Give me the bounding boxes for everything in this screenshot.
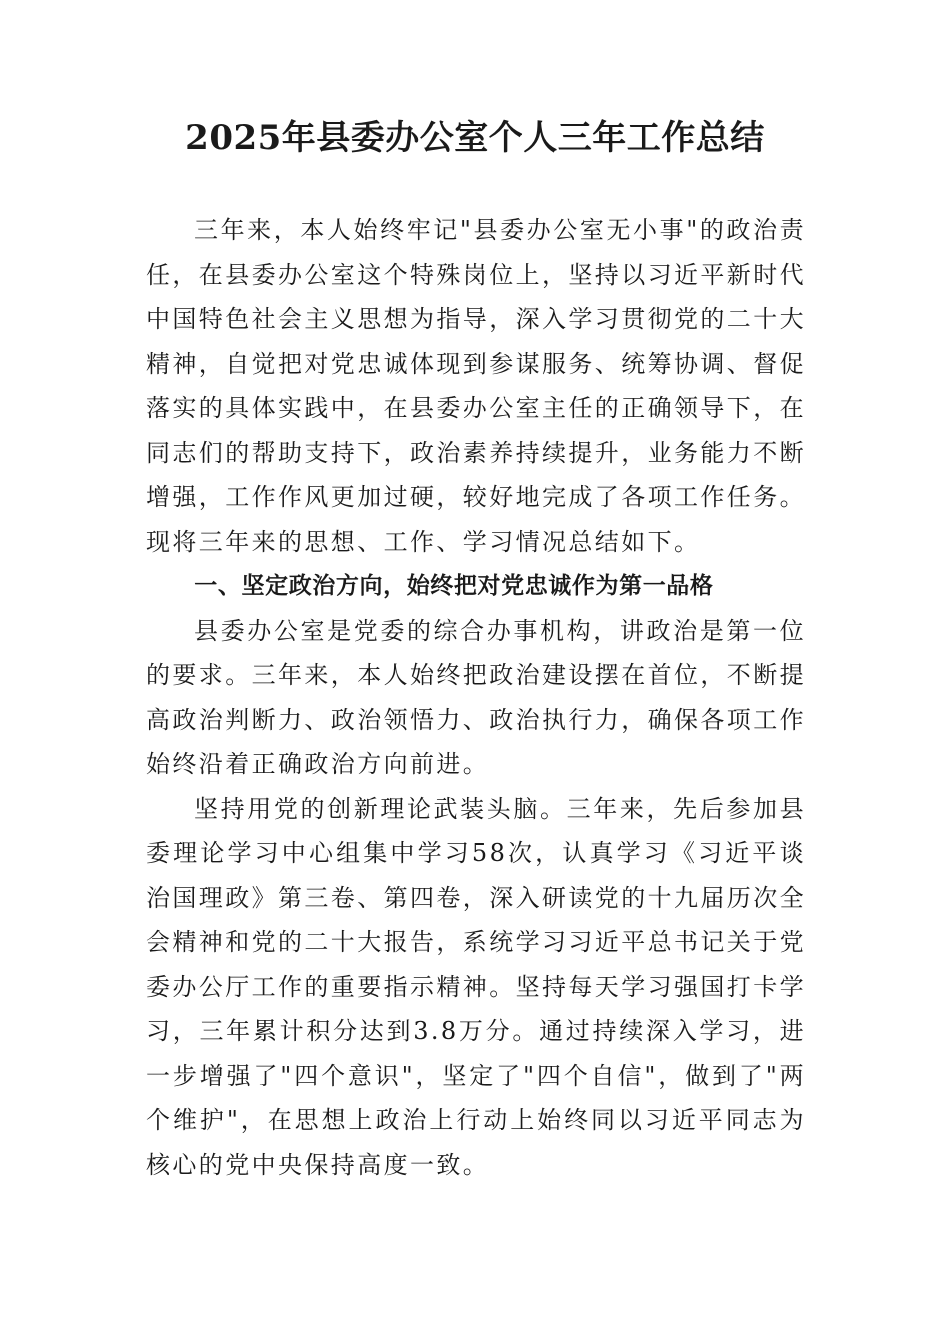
section-heading-1: 一、坚定政治方向，始终把对党忠诚作为第一品格 — [194, 573, 714, 599]
document-body — [146, 208, 806, 1187]
section1-paragraph-1: 县委办公室是党委的综合办事机构，讲政治是第一位的要求。三年来，本人始终把政治建设摆在首位，不断提高政治判断力、政治领悟力、政治执行力，确保各项工作始终沿着正确政治方向前进。 — [146, 616, 806, 778]
section1-paragraph-2: 坚持用党的创新理论武装头脑。三年来，先后参加县委理论学习中心组集中学习58次，认真学习《习近平谈治国理政》第三卷、第四卷，深入研读党的十九届历次全会精神和党的二十大报告，系统学习习近平总书记关于党委办公厅工作的重要指示精神。坚持每天学习强国打卡学习，三年累计积分达到3.8万分。通过持续深入学习，进一步增强了"四个意识"，坚定了"四个自信"，做到了"两个维护"，在思想上政治上行动上始终同以习近平同志为核心的党中央保持高度一致。 — [146, 794, 806, 1179]
intro-paragraph: 三年来，本人始终牢记"县委办公室无小事"的政治责任，在县委办公室这个特殊岗位上，坚持以习近平新时代中国特色社会主义思想为指导，深入学习贯彻党的二十大精神，自觉把对党忠诚体现到参谋服务、统筹协调、督促落实的具体实践中，在县委办公室主任的正确领导下，在同志们的帮助支持下，政治素养持续提升，业务能力不断增强，工作作风更加过硬，较好地完成了各项工作任务。现将三年来的思想、工作、学习情况总结如下。 — [146, 216, 806, 556]
document-title: 2025年县委办公室个人三年工作总结 — [185, 118, 765, 158]
